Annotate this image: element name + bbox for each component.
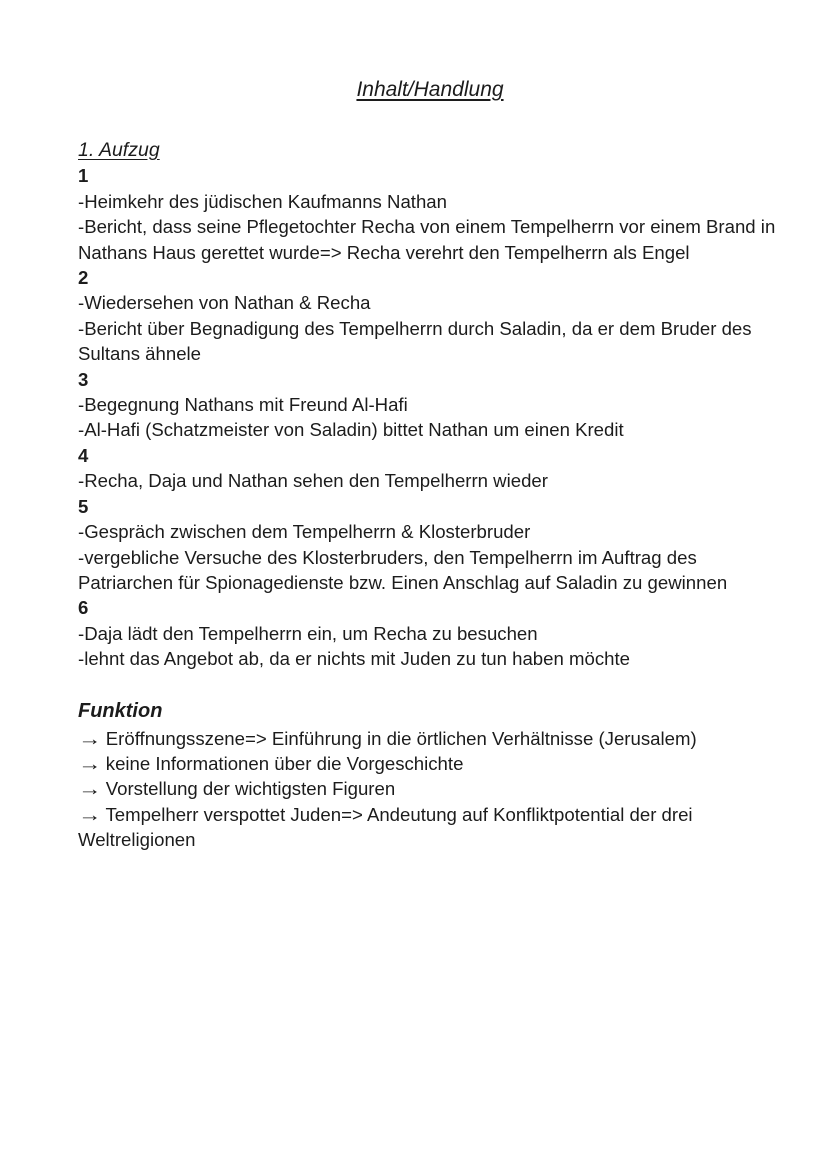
scene-number: 1 (78, 165, 89, 187)
scene-block (78, 367, 782, 443)
scene-bullet: -Heimkehr des jüdischen Kaufmanns Nathan (78, 190, 447, 212)
scene-number: 3 (78, 368, 89, 390)
arrow-right-icon: → (78, 727, 102, 749)
scene-number: 2 (78, 267, 89, 289)
scene-block (78, 265, 782, 367)
function-point (78, 751, 782, 776)
scene-block (78, 163, 782, 265)
page-title: Inhalt/Handlung (356, 78, 504, 101)
function-point-text: Tempelherr verspottet Juden=> Andeutung auf Konfliktpotential der drei Weltreligionen (78, 803, 693, 851)
scene-bullet: -Al-Hafi (Schatzmeister von Saladin) bittet Nathan um einen Kredit (78, 419, 624, 441)
scene-number: 6 (78, 597, 89, 619)
function-point-text: keine Informationen über die Vorgeschichte (105, 752, 464, 774)
scene-bullet: -Recha, Daja und Nathan sehen den Tempelherrn wieder (78, 470, 548, 492)
arrow-right-icon: → (78, 752, 102, 774)
scene-block (78, 443, 782, 494)
scene-bullet: -Bericht, dass seine Pflegetochter Recha von einem Tempelherrn vor einem Brand in Nathans Haus gerettet wurde=> Recha verehrt den Tempelherrn als Engel (78, 216, 776, 263)
scene-block (78, 595, 782, 671)
scene-number: 4 (78, 444, 89, 466)
scene-bullet: -lehnt das Angebot ab, da er nichts mit Juden zu tun haben möchte (78, 648, 630, 670)
arrow-right-icon: → (78, 803, 102, 825)
function-heading: Funktion (78, 699, 163, 722)
scene-block (78, 494, 782, 596)
function-point-text: Vorstellung der wichtigsten Figuren (105, 778, 396, 800)
scene-bullet: -Bericht über Begnadigung des Tempelherrn durch Saladin, da er dem Bruder des Sultans ähnele (78, 317, 752, 365)
function-point (78, 802, 782, 853)
function-point (78, 776, 782, 801)
scene-number: 5 (78, 495, 89, 517)
function-point-text: Eröffnungsszene=> Einführung in die örtlichen Verhältnisse (Jerusalem) (105, 727, 697, 749)
document-content (78, 138, 782, 853)
scene-bullet: -Begegnung Nathans mit Freund Al-Hafi (78, 394, 408, 416)
scene-bullet: -vergebliche Versuche des Klosterbruders, den Tempelherrn im Auftrag des Patriarchen für Spionagedienste bzw. Einen Anschlag auf Saladin zu gewinnen (78, 546, 728, 593)
scene-bullet: -Wiedersehen von Nathan & Recha (78, 292, 371, 314)
scene-bullet: -Gespräch zwischen dem Tempelherrn & Klosterbruder (78, 521, 531, 543)
arrow-right-icon: → (78, 778, 102, 800)
act-heading: 1. Aufzug (78, 139, 160, 161)
scene-bullet: -Daja lädt den Tempelherrn ein, um Recha zu besuchen (78, 622, 538, 644)
function-point (78, 726, 782, 751)
